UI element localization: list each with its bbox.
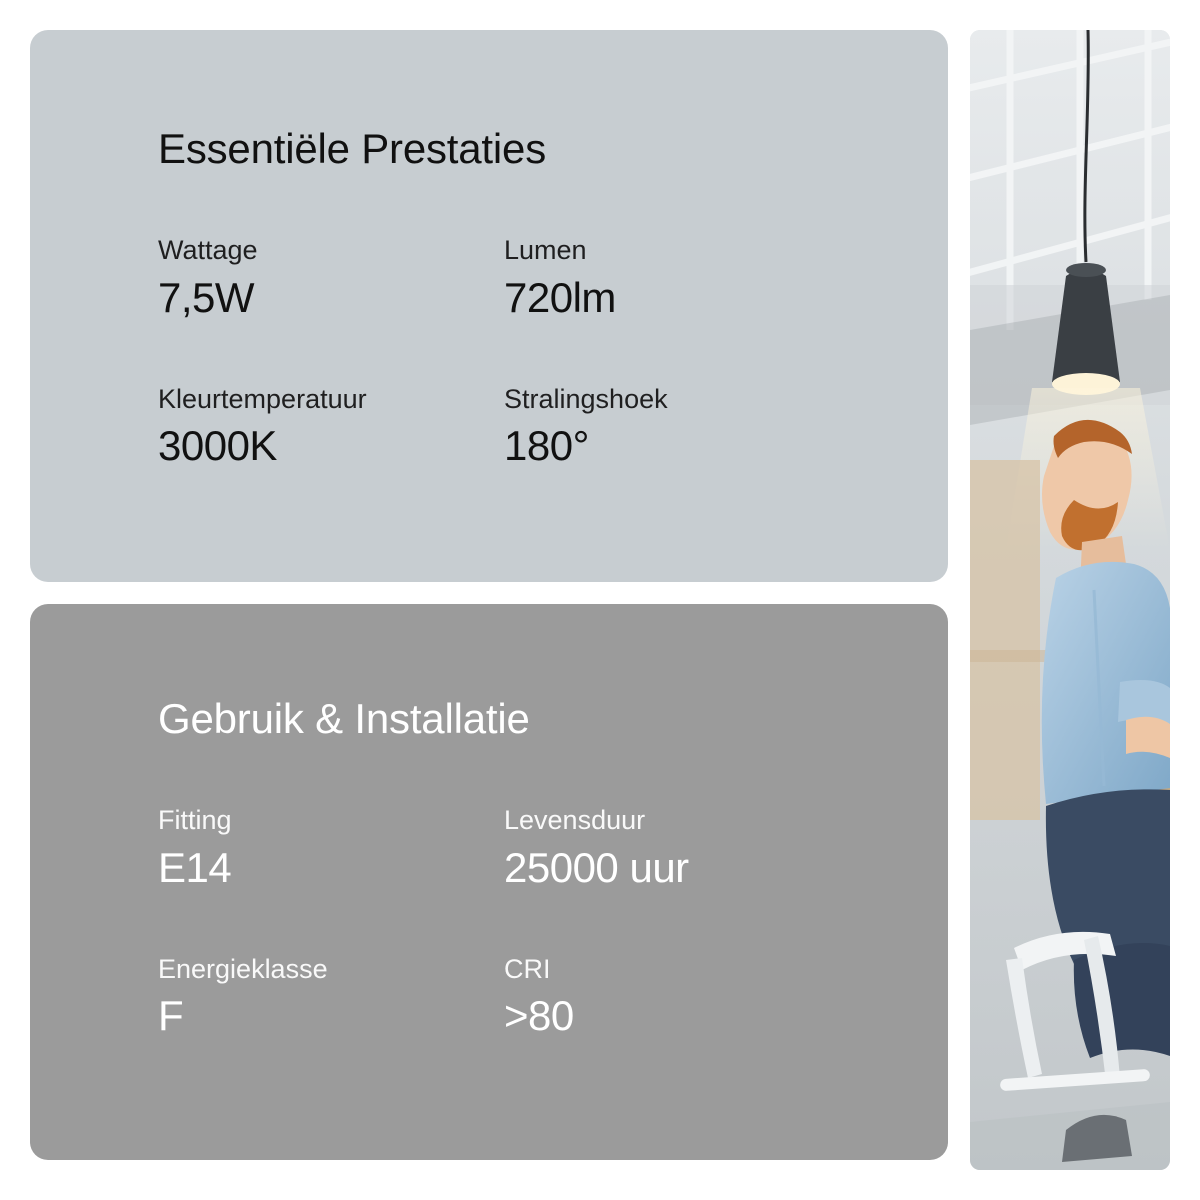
spec-cards-column	[30, 30, 948, 1170]
card-essential-performance	[30, 30, 948, 582]
spec-item-energy-class	[158, 953, 474, 1040]
spec-label-fitting: Fitting	[158, 805, 232, 836]
spec-value-lifespan: 25000 uur	[504, 843, 689, 891]
spec-item-cri	[504, 953, 820, 1040]
spec-item-lumen	[504, 234, 820, 321]
spec-value-color-temperature: 3000K	[158, 422, 277, 470]
spec-value-energy-class: F	[158, 992, 184, 1040]
spec-value-lumen: 720lm	[504, 273, 616, 321]
spec-label-energy-class: Energieklasse	[158, 953, 328, 984]
spec-label-beam-angle: Stralingshoek	[504, 383, 668, 414]
spec-item-wattage	[158, 234, 474, 321]
spec-value-beam-angle: 180°	[504, 422, 589, 470]
spec-label-lifespan: Levensduur	[504, 805, 646, 836]
spec-item-color-temperature	[158, 383, 474, 470]
card-title-essential: Essentiële Prestaties	[158, 125, 546, 172]
spec-item-beam-angle	[504, 383, 820, 470]
card-title-usage: Gebruik & Installatie	[158, 695, 530, 742]
spec-value-wattage: 7,5W	[158, 273, 255, 321]
spec-label-wattage: Wattage	[158, 235, 258, 266]
product-context-photo	[970, 30, 1170, 1170]
spec-label-cri: CRI	[504, 953, 551, 984]
specs-grid-usage	[158, 804, 820, 1039]
photo-illustration	[970, 30, 1170, 1170]
specs-grid-essential	[158, 234, 820, 469]
spec-value-fitting: E14	[158, 843, 232, 891]
spec-item-fitting	[158, 804, 474, 891]
spec-label-lumen: Lumen	[504, 235, 587, 266]
spec-item-lifespan	[504, 804, 820, 891]
card-usage-installation	[30, 604, 948, 1160]
spec-value-cri: >80	[504, 992, 574, 1040]
spec-label-color-temperature: Kleurtemperatuur	[158, 383, 367, 414]
